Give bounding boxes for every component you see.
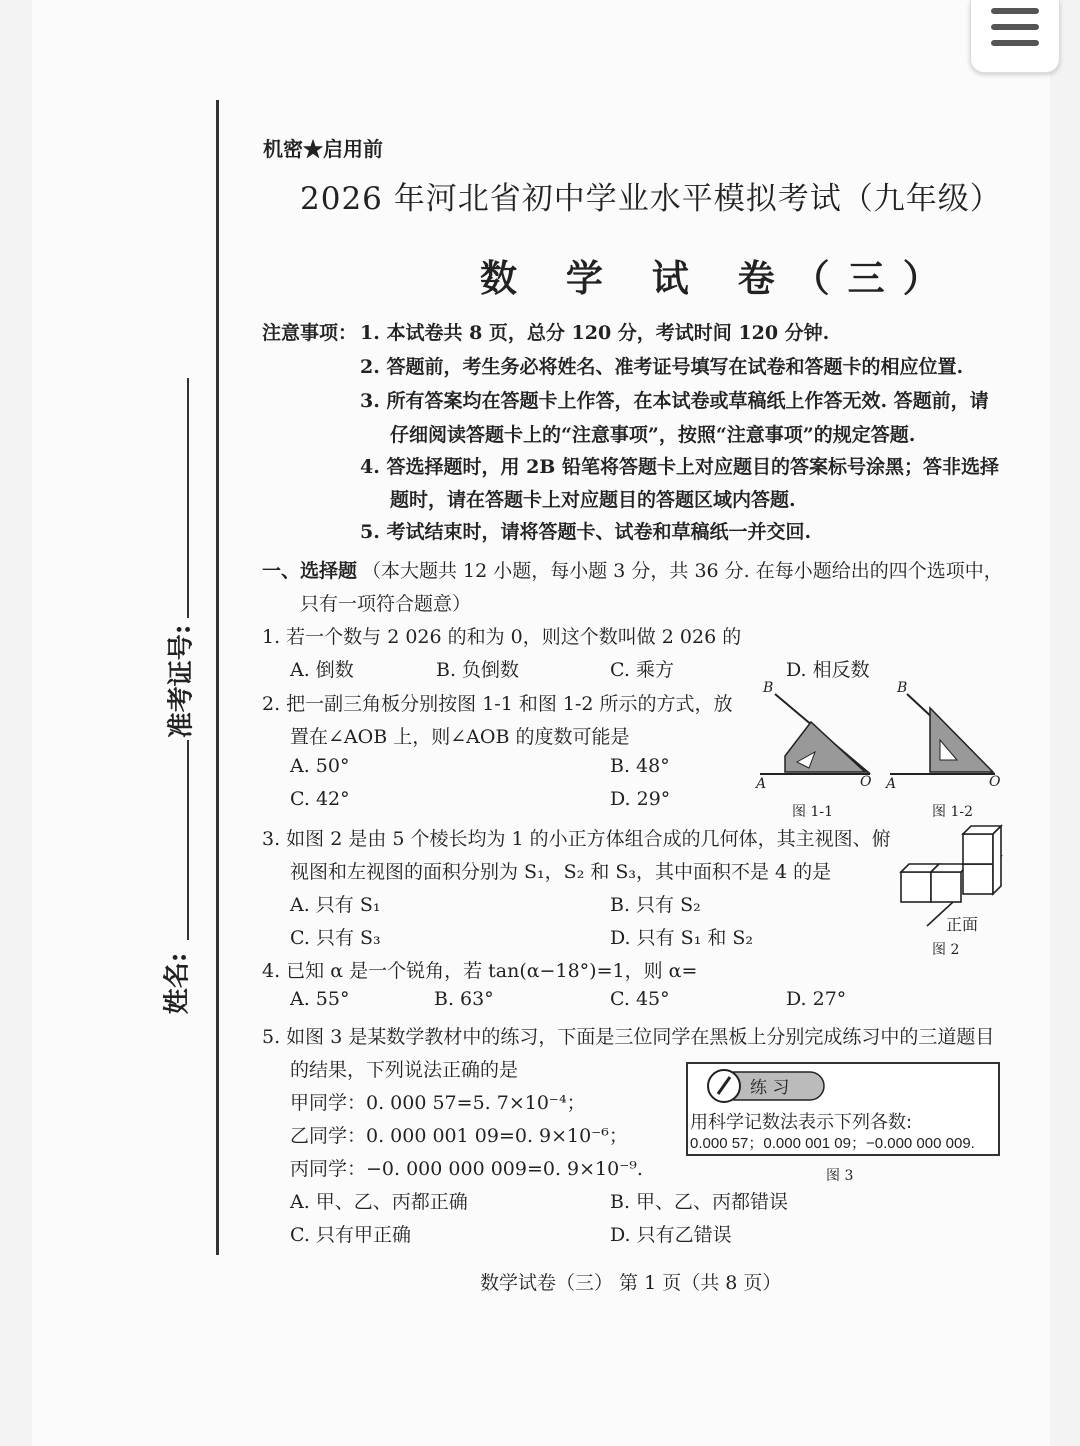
q4-option-a: A. 55° (290, 988, 350, 1010)
point-a-label: A (886, 776, 897, 792)
q4-option-b: B. 63° (434, 988, 494, 1010)
notice-item: 3. 所有答案均在答题卡上作答，在本试卷或草稿纸上作答无效. 答题前，请 (360, 390, 989, 412)
notice-label: 注意事项： (262, 322, 358, 344)
notice-item: 5. 考试结束时，请将答题卡、试卷和草稿纸一并交回. (360, 521, 812, 543)
figure-2-caption: 图 2 (932, 942, 960, 958)
q5-option-b: B. 甲、乙、丙都错误 (610, 1191, 789, 1213)
q3-option-a: A. 只有 S₁ (290, 894, 381, 916)
figure-1-2 (885, 680, 1005, 800)
binding-line (216, 100, 219, 1255)
q1-option-b: B. 负倒数 (436, 659, 520, 681)
q2-stem: 2. 把一副三角板分别按图 1-1 和图 1-2 所示的方式，放 (262, 693, 733, 715)
q1-option-d: D. 相反数 (786, 659, 870, 681)
q4-option-d: D. 27° (786, 988, 847, 1010)
confidential-mark: 机密★启用前 (263, 137, 383, 161)
point-o-label: O (989, 774, 1001, 790)
q1-option-c: C. 乘方 (610, 659, 674, 681)
exercise-box (686, 1062, 1000, 1156)
q2-stem: 置在∠AOB 上，则∠AOB 的度数可能是 (290, 726, 630, 748)
hamburger-icon (991, 40, 1039, 46)
q3-option-d: D. 只有 S₁ 和 S₂ (610, 927, 754, 949)
notice-item: 1. 本试卷共 8 页，总分 120 分，考试时间 120 分钟. (360, 322, 830, 344)
exam-title: 2026 年河北省初中学业水平模拟考试（九年级） (300, 181, 1002, 217)
exam-number-label: 准考证号: (166, 624, 197, 739)
q2-option-a: A. 50° (290, 755, 350, 777)
subject-title: 数 学 试 卷（三） (480, 256, 958, 300)
notice-item: 题时，请在答题卡上对应题目的答题区域内答题. (390, 489, 796, 511)
figure-1-2-caption: 图 1-2 (932, 804, 973, 820)
q2-option-c: C. 42° (290, 788, 350, 810)
q5-option-a: A. 甲、乙、丙都正确 (290, 1191, 468, 1213)
q2-option-d: D. 29° (610, 788, 671, 810)
q4-stem: 4. 已知 α 是一个锐角，若 tan(α−18°)=1，则 α= (262, 960, 698, 982)
q5-option-d: D. 只有乙错误 (610, 1224, 732, 1246)
q1-option-a: A. 倒数 (290, 659, 354, 681)
hamburger-icon (991, 24, 1039, 30)
q3-option-c: C. 只有 S₃ (290, 927, 381, 949)
hamburger-icon (991, 8, 1039, 14)
exercise-tag: 练 习 (750, 1078, 790, 1098)
figure-1-1-caption: 图 1-1 (792, 804, 833, 820)
section-heading: 一、选择题 (262, 560, 358, 582)
q1-stem: 1. 若一个数与 2 026 的和为 0，则这个数叫做 2 026 的 (262, 626, 742, 648)
exam-number-blank (187, 378, 189, 618)
menu-button[interactable] (970, 0, 1060, 73)
front-view-label: 正面 (946, 915, 979, 934)
q3-option-b: B. 只有 S₂ (610, 894, 701, 916)
point-o-label: O (860, 774, 872, 790)
figure-3-caption: 图 3 (826, 1168, 854, 1184)
exercise-line: 用科学记数法表示下列各数: (690, 1112, 913, 1133)
q5-student-jia: 甲同学：0. 000 57=5. 7×10⁻⁴； (290, 1092, 586, 1114)
q5-student-bing: 丙同学：−0. 000 000 009=0. 9×10⁻⁹. (290, 1158, 643, 1180)
page-footer: 数学试卷（三） 第 1 页（共 8 页） (480, 1272, 782, 1294)
q5-option-c: C. 只有甲正确 (290, 1224, 411, 1246)
name-label: 姓名: (162, 952, 193, 1015)
name-blank (187, 780, 189, 940)
q5-stem: 5. 如图 3 是某数学教材中的练习，下面是三位同学在黑板上分别完成练习中的三道题目 (262, 1026, 995, 1048)
q5-student-yi: 乙同学：0. 000 001 09=0. 9×10⁻⁶； (290, 1125, 628, 1147)
q4-option-c: C. 45° (610, 988, 670, 1010)
q3-stem: 3. 如图 2 是由 5 个棱长均为 1 的小正方体组合成的几何体，其主视图、俯 (262, 828, 891, 850)
q3-stem: 视图和左视图的面积分别为 S₁，S₂ 和 S₃，其中面积不是 4 的是 (290, 861, 832, 883)
section-description: （本大题共 12 小题，每小题 3 分，共 36 分. 在每小题给出的四个选项中， (362, 560, 1003, 582)
notice-item: 2. 答题前，考生务必将姓名、准考证号填写在试卷和答题卡的相应位置. (360, 356, 964, 378)
exercise-line: 0.000 57；0.000 001 09；−0.000 000 009. (690, 1135, 975, 1152)
notice-item: 4. 答选择题时，用 2B 铅笔将答题卡上对应题目的答案标号涂黑；答非选择 (360, 456, 999, 478)
point-b-label: B (897, 680, 908, 696)
q2-option-b: B. 48° (610, 755, 670, 777)
q5-stem: 的结果，下列说法正确的是 (290, 1059, 519, 1081)
point-a-label: A (756, 776, 767, 792)
point-b-label: B (763, 680, 774, 696)
notice-item: 仔细阅读答题卡上的“注意事项”，按照“注意事项”的规定答题. (390, 424, 916, 446)
section-description: 只有一项符合题意） (300, 593, 472, 615)
